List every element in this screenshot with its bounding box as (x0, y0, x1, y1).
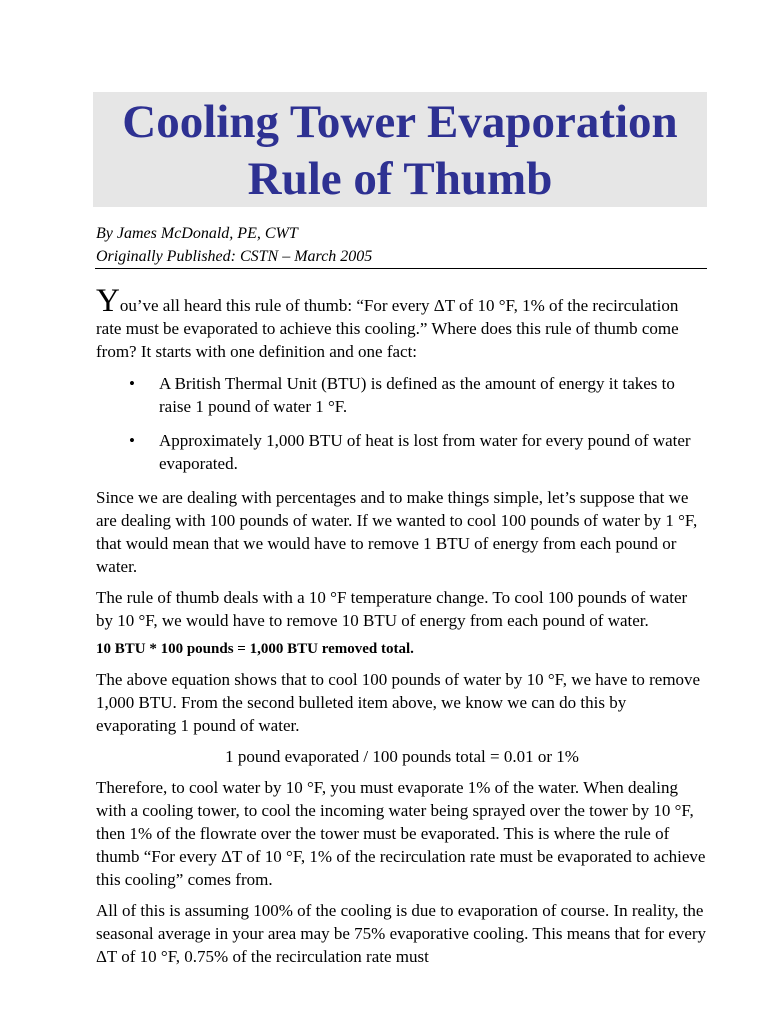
title-banner (93, 92, 707, 207)
paragraph-temperature-change: The rule of thumb deals with a 10 °F temperature change. To cool 100 pounds of water by 10 °F, we would have to remove 10 BTU of energy from each pound of water. (96, 588, 688, 630)
author-line: By James McDonald, PE, CWT (96, 225, 298, 242)
bullet-icon: • (129, 374, 135, 393)
paragraph-percentages: Since we are dealing with percentages and to make things simple, let’s suppose that we are dealing with 100 pounds of water. If we wanted to cool 100 pounds of water by 1 °F, that would mean that we would have to remove 1 BTU of energy from each pound or water. (96, 488, 698, 576)
intro-text: ou’ve all heard this rule of thumb: “For every ΔT of 10 °F, 1% of the recirculation rate must be evaporated to achieve this cooling.” Where does this rule of thumb come from? It starts with one definition and one fact: (96, 296, 679, 361)
header-divider (95, 268, 707, 269)
list-item-text: A British Thermal Unit (BTU) is defined as the amount of energy it takes to raise 1 pound of water 1 °F. (159, 374, 675, 416)
equation-btu-total: 10 BTU * 100 pounds = 1,000 BTU removed total. (96, 641, 414, 657)
document-title-line-2: Rule of Thumb (247, 153, 553, 205)
fact-list (96, 372, 708, 475)
published-line: Originally Published: CSTN – March 2005 (96, 248, 373, 265)
list-item-text: Approximately 1,000 BTU of heat is lost from water for every pound of water evaporated. (159, 431, 691, 473)
paragraph-equation-explanation: The above equation shows that to cool 100 pounds of water by 10 °F, we have to remove 1,000 BTU. From the second bulleted item above, we know we can do this by evaporating 1 pound of water. (96, 670, 701, 735)
byline (96, 222, 707, 268)
article-body (96, 283, 708, 968)
drop-cap: Y (96, 283, 120, 319)
list-item (96, 429, 708, 475)
paragraph-assumption: All of this is assuming 100% of the cooling is due to evaporation of course. In reality, the seasonal average in your area may be 75% evaporative cooling. This means that for every ΔT of 10 °F, 0.75% of the recirculation rate must (96, 901, 707, 966)
list-item (96, 372, 708, 418)
equation-percent: 1 pound evaporated / 100 pounds total = 0.01 or 1% (225, 747, 579, 766)
paragraph-therefore: Therefore, to cool water by 10 °F, you must evaporate 1% of the water. When dealing with a cooling tower, to cool the incoming water being sprayed over the tower by 10 °F, then 1% of the flowrate over the tower must be evaporated. This is where the rule of thumb “For every ΔT of 10 °F, 1% of the recirculation rate must be evaporated to achieve this cooling” comes from. (96, 778, 706, 889)
intro-paragraph (96, 283, 708, 363)
bullet-icon: • (129, 431, 135, 450)
document-title-line-1: Cooling Tower Evaporation (122, 96, 678, 148)
